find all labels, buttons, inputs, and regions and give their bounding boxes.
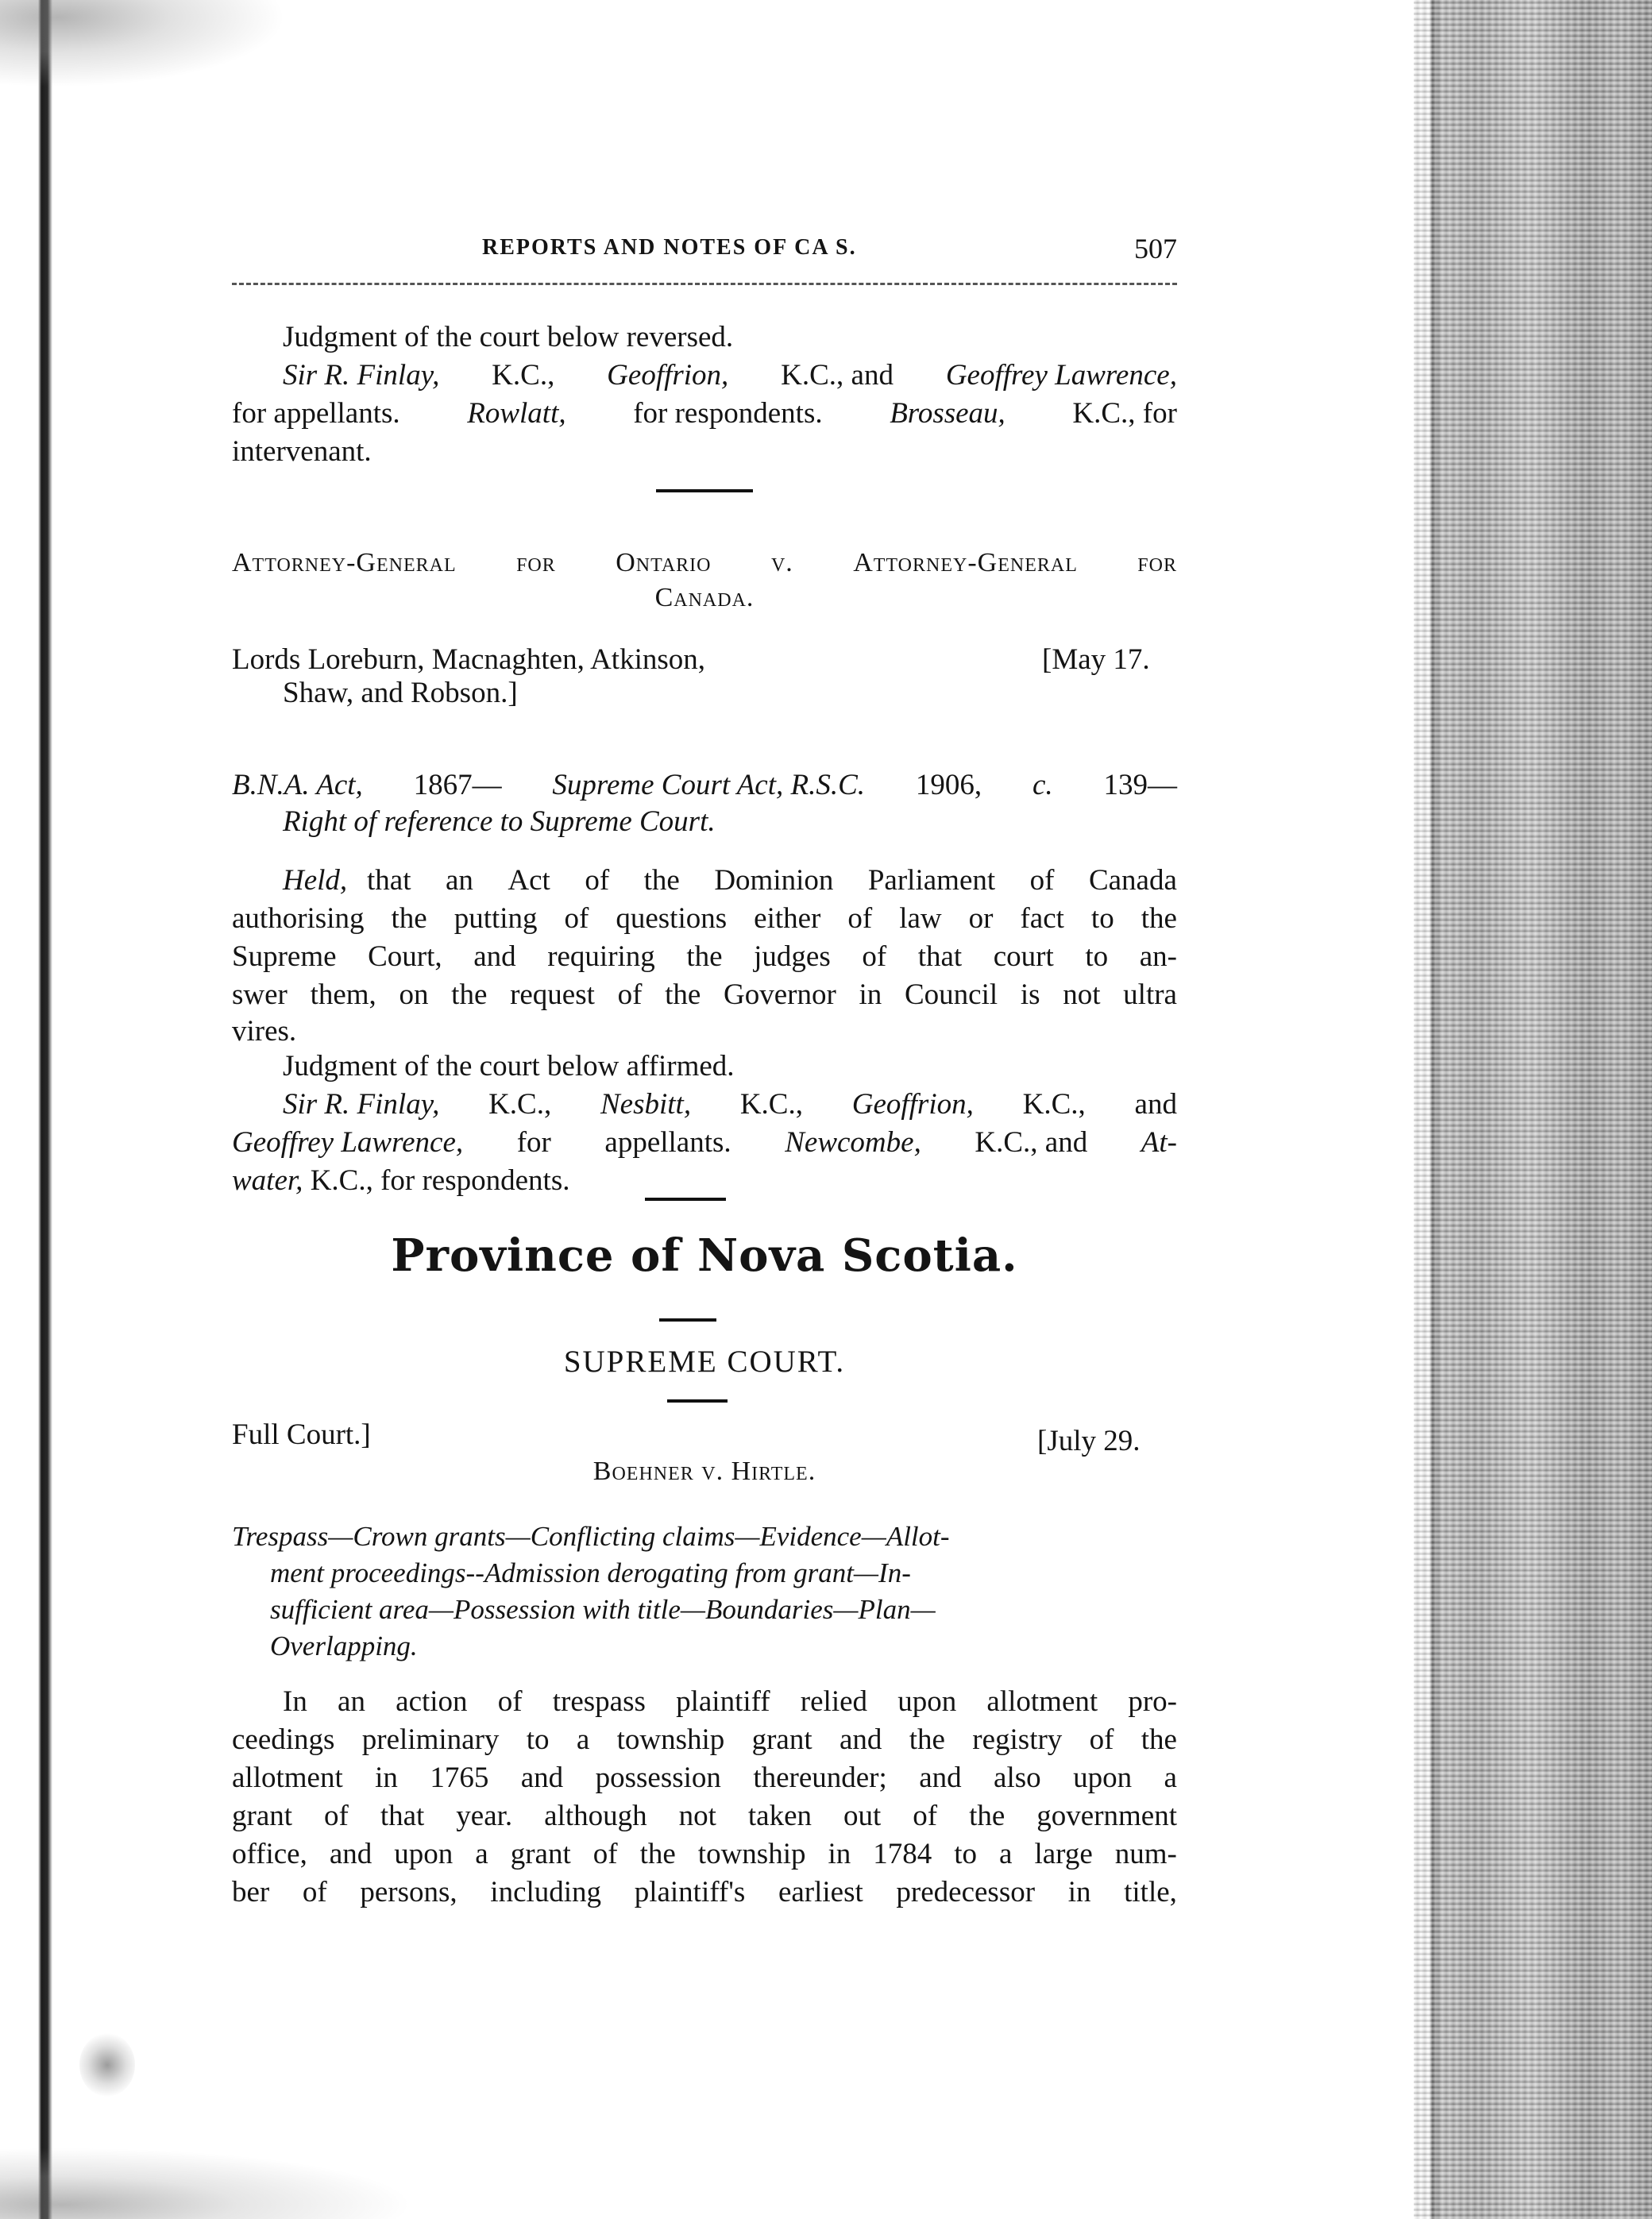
word: for: [516, 548, 556, 577]
word: grant: [751, 1723, 812, 1756]
word: the: [969, 1800, 1005, 1832]
italic-segment: Rowlatt,: [467, 397, 566, 430]
word: ultra: [1123, 978, 1177, 1011]
word: and: [520, 1762, 564, 1794]
word: of: [564, 902, 589, 935]
word: swer: [232, 978, 288, 1011]
text-segment: 1867—: [413, 769, 502, 801]
section-rule-2: [645, 1198, 726, 1201]
word: thereunder;: [753, 1762, 887, 1794]
word: of: [913, 1800, 938, 1832]
case1-judgment: Judgment of the court below reversed.: [283, 321, 734, 353]
case3-body-line-5: [232, 1838, 1177, 1871]
case2-decision-date: [May 17.: [1042, 643, 1150, 676]
word: to: [526, 1723, 550, 1756]
word: relied: [800, 1685, 868, 1718]
case2-held-line-4: [232, 978, 1177, 1012]
word: an-: [1139, 940, 1177, 973]
word: of: [847, 902, 873, 935]
word: 1784: [873, 1838, 932, 1870]
case2-judgment: Judgment of the court below affirmed.: [283, 1050, 735, 1082]
text-segment: K.C.,: [488, 1088, 552, 1121]
word: an: [338, 1685, 365, 1718]
word: of: [497, 1685, 523, 1718]
case1-counsel-line-3: intervenant.: [232, 435, 372, 468]
word: the: [451, 978, 488, 1011]
word: in: [375, 1762, 398, 1794]
word: Dominion: [714, 864, 834, 897]
word: them,: [310, 978, 376, 1011]
word: also: [994, 1762, 1041, 1794]
word: Court,: [368, 940, 442, 973]
case3-catchwords-line-3: sufficient area—Possession with title—Boundaries—Plan—: [270, 1594, 936, 1625]
word: to: [1090, 902, 1114, 935]
word: for: [1137, 548, 1177, 577]
word: court: [993, 940, 1054, 973]
word: upon: [897, 1685, 957, 1718]
heading-rule: [659, 1318, 716, 1322]
word: law: [899, 902, 942, 935]
text-segment: K.C., and: [781, 359, 894, 392]
word: persons,: [360, 1876, 457, 1908]
case2-held-line-3: [232, 940, 1177, 974]
word: that: [380, 1800, 425, 1832]
word: either: [754, 902, 821, 935]
word: although: [544, 1800, 647, 1832]
word: including: [490, 1876, 602, 1908]
word: a: [576, 1723, 590, 1756]
word: Parliament: [867, 864, 996, 897]
italic-segment: At-: [1141, 1126, 1177, 1159]
word: the: [391, 902, 427, 935]
italic-segment: B.N.A. Act,: [232, 769, 363, 801]
word: or: [968, 902, 994, 935]
word: In: [283, 1685, 307, 1718]
italic-segment: Newcombe,: [785, 1126, 921, 1159]
word: num-: [1114, 1838, 1177, 1870]
word: in: [828, 1838, 851, 1870]
text-segment: for: [516, 1126, 551, 1159]
word: ceedings: [232, 1723, 335, 1756]
word: possession: [595, 1762, 721, 1794]
word: township: [697, 1838, 806, 1870]
word: the: [1141, 1723, 1177, 1756]
word: registry: [972, 1723, 1063, 1756]
catchwords-line-2-text: ment proceedings--Admission derogating from grant—In-: [270, 1557, 911, 1588]
word: not: [678, 1800, 716, 1832]
word: Governor: [724, 978, 836, 1011]
word: requiring: [547, 940, 655, 973]
word: of: [1029, 864, 1055, 897]
case3-decision-date: [July 29.: [1037, 1425, 1141, 1457]
word: grant: [510, 1838, 571, 1870]
word: of: [862, 940, 887, 973]
case2-catchwords-line-2: Right of reference to Supreme Court.: [283, 805, 716, 838]
scan-right-border: [1414, 0, 1652, 2219]
court-rule: [667, 1399, 728, 1403]
held-line-1-rest: [367, 864, 1177, 897]
case2-title-line-2: Canada.: [654, 583, 755, 612]
header-rule: [232, 283, 1177, 285]
text-segment: appellants.: [604, 1126, 731, 1159]
word: the: [643, 864, 680, 897]
word: allotment: [232, 1762, 343, 1794]
word: a: [999, 1838, 1013, 1870]
case3-body-line-4: [232, 1800, 1177, 1833]
word: of: [324, 1800, 349, 1832]
word: of: [302, 1876, 327, 1908]
word: taken: [747, 1800, 812, 1832]
italic-segment: Sir R. Finlay,: [283, 359, 440, 392]
running-header: [232, 235, 1177, 267]
italic-segment: Brosseau,: [890, 397, 1005, 430]
text-segment: for appellants.: [232, 397, 400, 430]
word: not: [1063, 978, 1101, 1011]
word: title,: [1124, 1876, 1177, 1908]
word: grant: [232, 1800, 293, 1832]
province-heading: Province of Nova Scotia.: [391, 1229, 1018, 1282]
word: 1765: [430, 1762, 489, 1794]
italic-segment: Nesbitt,: [600, 1088, 692, 1121]
case3-catchwords-line-2: [270, 1557, 1177, 1590]
word: and: [473, 940, 516, 973]
case2-held-line-1: [283, 864, 1177, 897]
word: to: [1085, 940, 1109, 973]
word: of: [585, 864, 610, 897]
word: predecessor: [896, 1876, 1036, 1908]
case2-title-line-1: [232, 546, 1177, 580]
word: a: [1164, 1762, 1177, 1794]
held-label: Held,: [283, 864, 348, 897]
word: Canada: [1088, 864, 1177, 897]
case1-counsel-line-1: [232, 359, 1177, 392]
case3-bench: Full Court.]: [232, 1418, 371, 1451]
word: upon: [394, 1838, 454, 1870]
case2-catchwords-line-1: [232, 769, 1177, 802]
word: v.: [770, 548, 793, 577]
word: earliest: [778, 1876, 863, 1908]
counsel-role: K.C., for respondents.: [303, 1164, 570, 1197]
page-number: 507: [1134, 233, 1177, 264]
case3-catchwords-line-4: Overlapping.: [270, 1630, 418, 1661]
case2-bench-line-2: Shaw, and Robson.]: [283, 677, 518, 709]
word: action: [396, 1685, 468, 1718]
word: that: [917, 940, 963, 973]
case2-counsel-line-1: [232, 1088, 1177, 1121]
word: Council: [904, 978, 998, 1011]
word: and: [919, 1762, 962, 1794]
word: the: [909, 1723, 945, 1756]
case3-body-line-3: [232, 1762, 1177, 1795]
text-segment: for respondents.: [633, 397, 823, 430]
word: Attorney-General: [853, 548, 1078, 577]
word: trespass: [552, 1685, 646, 1718]
text-segment: K.C.,: [492, 359, 555, 392]
running-title: REPORTS AND NOTES OF CA S.: [482, 235, 857, 260]
italic-segment: c.: [1032, 769, 1053, 801]
word: allotment: [986, 1685, 1098, 1718]
word: office,: [232, 1838, 307, 1870]
case2-held-line-2: [232, 902, 1177, 936]
case2-held-line-5: vires.: [232, 1015, 297, 1048]
word: plaintiff's: [634, 1876, 746, 1908]
text-segment: 139—: [1103, 769, 1177, 801]
word: the: [665, 978, 701, 1011]
word: request: [510, 978, 595, 1011]
word: is: [1020, 978, 1040, 1011]
word: Ontario: [616, 548, 712, 577]
word: of: [617, 978, 643, 1011]
word: in: [859, 978, 882, 1011]
word: an: [445, 864, 473, 897]
word: a: [475, 1838, 488, 1870]
counsel-name-atwater: water,: [232, 1164, 303, 1197]
case3-body-line-2: [232, 1723, 1177, 1757]
ink-smudge: [79, 2033, 135, 2097]
italic-segment: Geoffrion,: [607, 359, 729, 392]
word: Supreme: [232, 940, 337, 973]
word: judges: [754, 940, 831, 973]
case3-catchwords-line-1: Trespass—Crown grants—Conflicting claims—Evidence—Allot-: [232, 1521, 950, 1552]
court-heading: SUPREME COURT.: [563, 1345, 846, 1379]
word: pro-: [1128, 1685, 1177, 1718]
word: questions: [616, 902, 728, 935]
text-segment: K.C.,: [1022, 1088, 1086, 1121]
text-segment: 1906,: [915, 769, 982, 801]
text-segment: K.C.,: [739, 1088, 803, 1121]
word: authorising: [232, 902, 365, 935]
word: putting: [454, 902, 538, 935]
word: fact: [1020, 902, 1064, 935]
word: government: [1036, 1800, 1177, 1832]
section-rule: [656, 489, 753, 492]
scan-left-border: [0, 0, 56, 2219]
word: and: [329, 1838, 372, 1870]
word: the: [686, 940, 723, 973]
case2-bench-line-1: Lords Loreburn, Macnaghten, Atkinson,: [232, 643, 705, 676]
word: preliminary: [361, 1723, 500, 1756]
word: year.: [456, 1800, 513, 1832]
word: and: [839, 1723, 882, 1756]
word: out: [843, 1800, 882, 1832]
case2-counsel-line-2: [232, 1126, 1177, 1160]
word: on: [399, 978, 429, 1011]
italic-segment: Sir R. Finlay,: [283, 1088, 440, 1121]
word: in: [1067, 1876, 1091, 1908]
word: Act: [508, 864, 550, 897]
word: township: [616, 1723, 725, 1756]
case1-counsel-line-2: [232, 397, 1177, 430]
word: of: [1089, 1723, 1114, 1756]
case3-title: Boehner v. Hirtle.: [592, 1457, 816, 1486]
word: that: [367, 864, 411, 897]
text-segment: K.C., and: [975, 1126, 1088, 1159]
text-segment: K.C., for: [1072, 397, 1177, 430]
word: Attorney-General: [232, 548, 457, 577]
italic-segment: Supreme Court Act, R.S.C.: [552, 769, 866, 801]
case3-body-line-1: [283, 1685, 1177, 1719]
scan-shadow-top-left: [0, 0, 286, 87]
word: the: [639, 1838, 676, 1870]
word: upon: [1073, 1762, 1133, 1794]
italic-segment: Geoffrey Lawrence,: [232, 1126, 464, 1159]
word: ber: [232, 1876, 270, 1908]
text-segment: and: [1134, 1088, 1177, 1121]
case2-counsel-line-3: [232, 1164, 569, 1198]
word: large: [1034, 1838, 1093, 1870]
word: the: [1141, 902, 1177, 935]
word: plaintiff: [676, 1685, 770, 1718]
word: of: [592, 1838, 618, 1870]
italic-segment: Geoffrey Lawrence,: [945, 359, 1177, 392]
word: to: [954, 1838, 978, 1870]
scan-shadow-bottom-left: [0, 2148, 413, 2219]
italic-segment: Geoffrion,: [851, 1088, 974, 1121]
case3-body-line-6: [232, 1876, 1177, 1909]
